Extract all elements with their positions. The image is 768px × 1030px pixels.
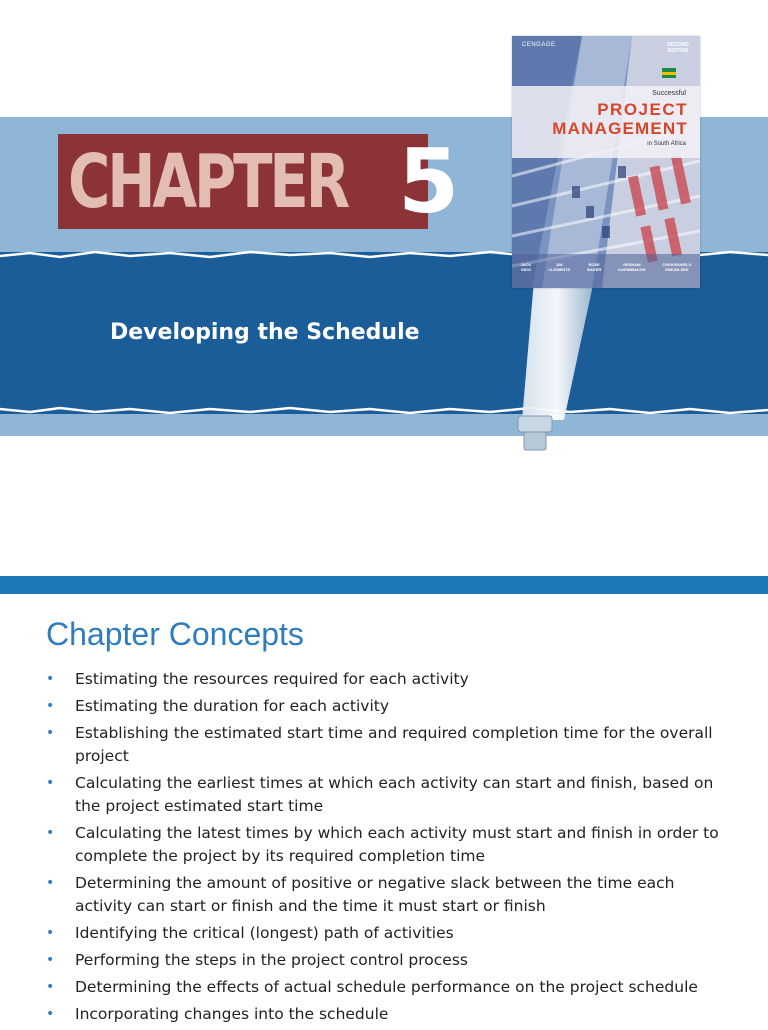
list-item-text: Performing the steps in the project control process (75, 951, 468, 969)
book-author: JACK GIDO (520, 262, 532, 272)
slide-title: Chapter Concepts (46, 616, 304, 652)
book-title-block (512, 86, 700, 158)
book-title-line2: MANAGEMENT (552, 119, 688, 138)
bullet-icon: • (46, 925, 55, 941)
tube-graphic-icon (494, 280, 614, 460)
slide-header-bar (0, 576, 768, 594)
list-item (46, 922, 736, 945)
book-author: CHUKWUKELU EBEAB-SEE (662, 262, 692, 272)
chapter-subtitle: Developing the Schedule (110, 320, 420, 345)
list-item-text: Calculating the latest times by which each activity must start and finish in order to complete the project by its required completion time (75, 824, 719, 865)
list-item (46, 668, 736, 691)
list-item-text: Determining the effects of actual schedule performance on the project schedule (75, 978, 698, 996)
list-item-text: Estimating the duration for each activity (75, 697, 390, 715)
chapter-heading-box (58, 130, 460, 233)
list-item (46, 976, 736, 999)
list-item-text: Incorporating changes into the schedule (75, 1005, 389, 1023)
book-authors (512, 262, 700, 272)
list-item (46, 872, 736, 918)
book-publisher: CENGAGE (522, 42, 556, 48)
list-item-text: Calculating the earliest times at which each activity can start and finish, based on the project estimated start time (75, 774, 714, 815)
book-cover (512, 36, 700, 288)
book-author: HESHAM KARIMBAKSH (618, 262, 646, 272)
list-item-text: Identifying the critical (longest) path of activities (75, 924, 454, 942)
book-edition: SECOND EDITION (667, 42, 689, 54)
bullet-icon: • (46, 775, 55, 791)
list-item (46, 1003, 736, 1026)
list-item-text: Establishing the estimated start time and required completion time for the overall project (75, 724, 713, 765)
chapter-number: 5 (398, 130, 460, 233)
book-title-prefix: Successful (652, 90, 686, 97)
bullet-icon: • (46, 725, 55, 741)
list-item (46, 722, 736, 768)
book-title-region: in South Africa (647, 141, 686, 147)
bullet-icon: • (46, 875, 55, 891)
list-item (46, 772, 736, 818)
list-item (46, 822, 736, 868)
bullet-icon: • (46, 952, 55, 968)
list-item (46, 949, 736, 972)
bullet-icon: • (46, 671, 55, 687)
bullet-icon: • (46, 1006, 55, 1022)
concepts-list (46, 668, 736, 1030)
list-item-text: Estimating the resources required for each activity (75, 670, 469, 688)
book-title-line1: PROJECT (597, 100, 688, 119)
bullet-icon: • (46, 979, 55, 995)
chapter-word: CHAPTER (68, 139, 348, 225)
book-author: ROSE BAKER (587, 262, 602, 272)
bullet-icon: • (46, 698, 55, 714)
list-item (46, 695, 736, 718)
list-item-text: Determining the amount of positive or negative slack between the time each activity can start or finish and the time it must start or finish (75, 874, 675, 915)
book-author: JIM CLEMENTS (548, 262, 571, 272)
book-cover-building-image (512, 36, 700, 288)
bullet-icon: • (46, 825, 55, 841)
torn-edge-bottom (0, 404, 768, 418)
